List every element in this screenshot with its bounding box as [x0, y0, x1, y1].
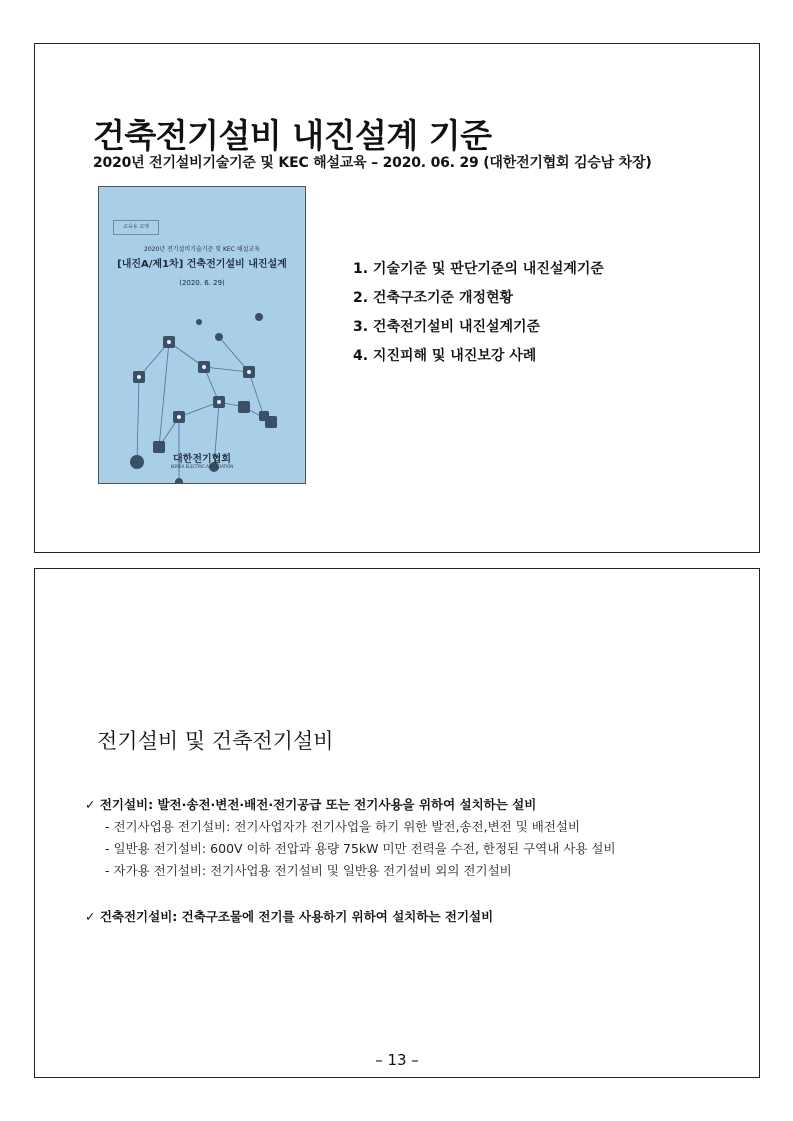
sub-definition: - 일반용 전기설비: 600V 이하 전압과 용량 75kW 미만 전력을 수전, 한정된 구역내 사용 설비 — [105, 841, 616, 856]
sub-definition: - 자가용 전기설비: 전기사업용 전기설비 및 일반용 전기설비 외의 전기설비 — [105, 863, 512, 878]
toc-item: 3. 건축전기설비 내진설계기준 — [353, 319, 541, 335]
book-tag: 교육용 교재 — [113, 220, 159, 235]
sub-definition: - 전기사업용 전기설비: 전기사업자가 전기사업을 하기 위한 발전,송전,변전 및 배전설비 — [105, 819, 581, 834]
definition-electrical-equipment: ✓ 전기설비: 발전·송전·변전·배전·전기공급 또는 전기사용을 위하여 설치하는 설비 — [85, 797, 537, 812]
toc-item: 1. 기술기준 및 판단기준의 내진설계기준 — [353, 261, 604, 277]
page-number: – 13 – — [375, 1051, 419, 1069]
slide-1 — [34, 43, 760, 553]
book-publisher-logo: 대한전기협회 — [173, 454, 231, 465]
book-title: [내진A/제1차] 건축전기설비 내진설계 — [117, 259, 287, 270]
definition-building-electrical-equipment: ✓ 건축전기설비: 건축구조물에 전기를 사용하기 위하여 설치하는 전기설비 — [85, 909, 494, 924]
book-series-line: 2020년 전기설비기술기준 및 KEC 해설교육 — [144, 246, 260, 253]
slide-title: 전기설비 및 건축전기설비 — [97, 729, 334, 753]
slide-subtitle: 2020년 전기설비기술기준 및 KEC 해설교육 – 2020. 06. 29 (대한전기협회 김승남 차장) — [93, 155, 652, 171]
slide-2 — [34, 568, 760, 1078]
book-publisher-english: KOREA ELECTRIC ASSOCIATION — [170, 464, 234, 469]
toc-item: 4. 지진피해 및 내진보강 사례 — [353, 348, 537, 364]
book-date: (2020. 6. 29) — [179, 279, 225, 287]
book-cover-image — [98, 186, 306, 484]
toc-item: 2. 건축구조기준 개정현황 — [353, 290, 514, 306]
slide-title: 건축전기설비 내진설계 기준 — [93, 116, 492, 155]
table-of-contents — [353, 258, 604, 374]
